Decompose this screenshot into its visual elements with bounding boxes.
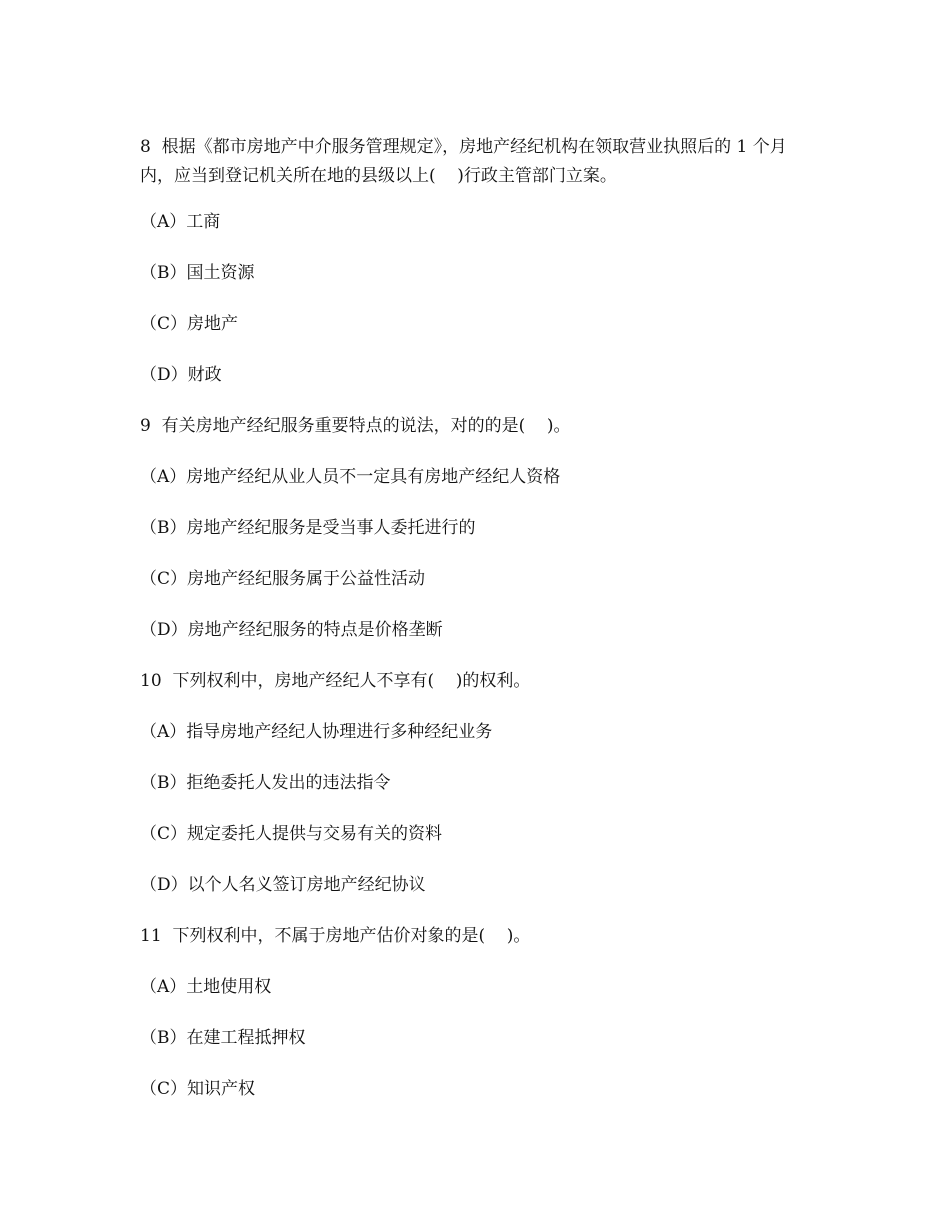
- option-b: （B）房地产经纪服务是受当事人委托进行的: [140, 518, 476, 538]
- question-text: [140, 667, 820, 696]
- option-c: （C）房地产: [140, 314, 239, 334]
- option-b: （B）拒绝委托人发出的违法指令: [140, 773, 391, 793]
- option-d: （D）财政: [140, 365, 222, 385]
- question-block: [140, 412, 820, 667]
- question-stem: 有关房地产经纪服务重要特点的说法，对的的是( )。: [161, 416, 571, 436]
- question-text: [140, 133, 820, 191]
- question-text: [140, 412, 820, 441]
- option-d: （D）房地产经纪服务的特点是价格垄断: [140, 620, 443, 640]
- question-number: 9: [140, 416, 151, 436]
- question-stem: 下列权利中，房地产经纪人不享有( )的权利。: [172, 671, 531, 691]
- question-number: 8: [140, 137, 151, 157]
- question-block: [140, 667, 820, 922]
- option-b: （B）在建工程抵押权: [140, 1028, 306, 1048]
- option-a: （A）工商: [140, 212, 221, 232]
- question-block: [140, 133, 820, 412]
- document-page: [140, 133, 820, 1104]
- question-number: 11: [140, 926, 162, 946]
- option-c: （C）房地产经纪服务属于公益性活动: [140, 569, 426, 589]
- option-a: （A）房地产经纪从业人员不一定具有房地产经纪人资格: [140, 467, 561, 487]
- question-number: 10: [140, 671, 162, 691]
- question-block: [140, 922, 820, 1104]
- question-stem: 根据《都市房地产中介服务管理规定》，房地产经纪机构在领取营业执照后的 1 个月内，应当到登记机关所在地的县级以上( )行政主管部门立案。: [140, 137, 787, 186]
- option-a: （A）土地使用权: [140, 977, 272, 997]
- option-c: （C）规定委托人提供与交易有关的资料: [140, 824, 443, 844]
- question-text: [140, 922, 820, 951]
- option-a: （A）指导房地产经纪人协理进行多种经纪业务: [140, 722, 493, 742]
- option-d: （D）以个人名义签订房地产经纪协议: [140, 875, 426, 895]
- option-c: （C）知识产权: [140, 1079, 256, 1099]
- option-b: （B）国土资源: [140, 263, 255, 283]
- question-stem: 下列权利中，不属于房地产估价对象的是( )。: [172, 926, 531, 946]
